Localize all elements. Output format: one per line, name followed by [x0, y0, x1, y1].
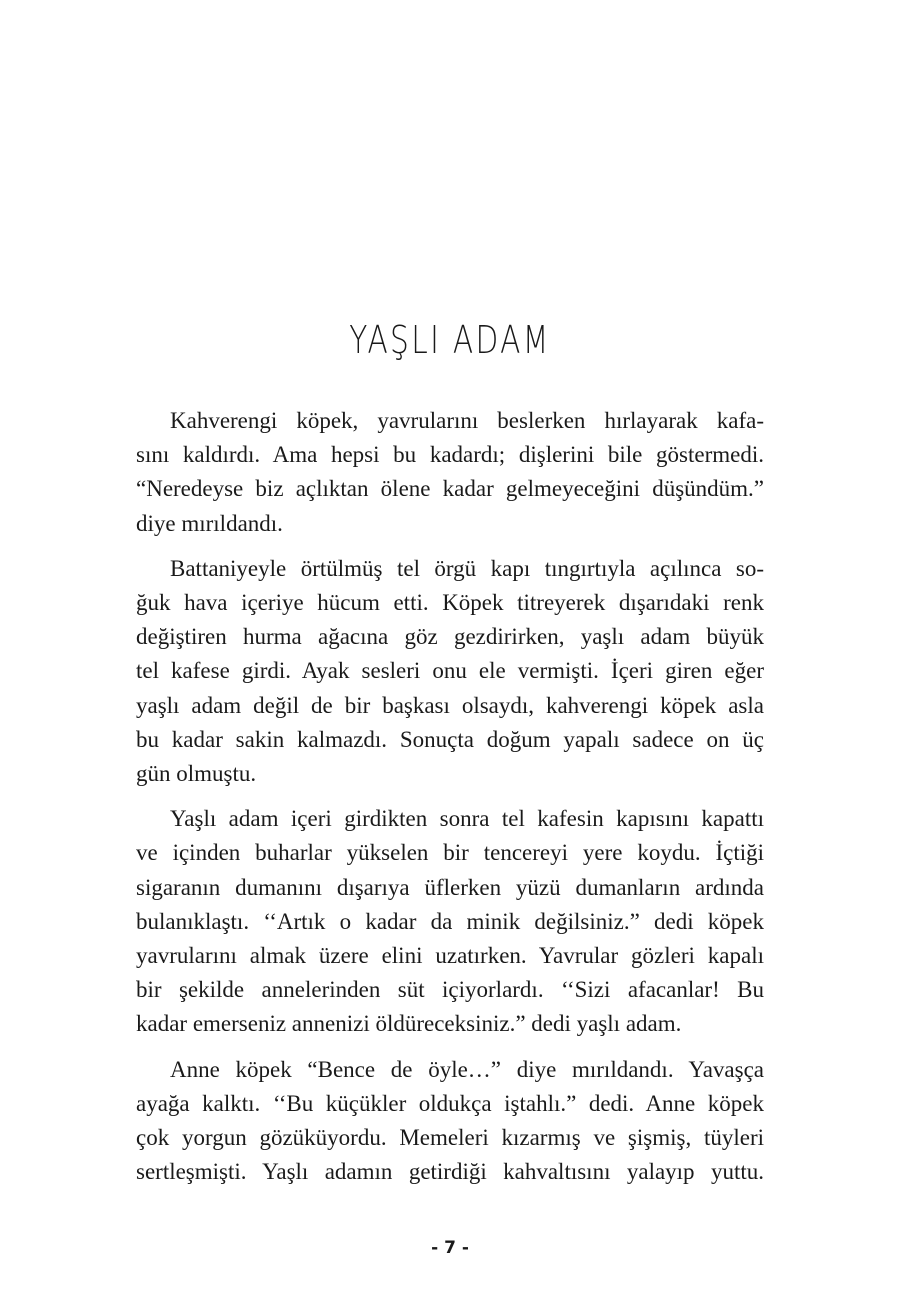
text-line: ğuk hava içeriye hücum etti. Köpek titreyerek dışarıdaki renk [136, 590, 764, 616]
text-line: Anne köpek “Bence de öyle…” diye mırıldandı. Yavaşça [170, 1056, 764, 1082]
text-line: kadar emerseniz annenizi öldüreceksiniz.” dedi yaşlı adam. [136, 1011, 682, 1037]
paragraph-3 [136, 802, 764, 1041]
text-line: bu kadar sakin kalmazdı. Sonuçta doğum yapalı sadece on üç [136, 726, 764, 752]
text-line: yavrularını almak üzere elini uzatırken. Yavrular gözleri kapalı [136, 943, 764, 969]
paragraph-1 [136, 404, 764, 541]
text-line: “Neredeyse biz açlıktan ölene kadar gelmeyeceğini düşündüm.” [136, 476, 764, 502]
page-number: - 7 - [431, 1238, 469, 1258]
text-line: Kahverengi köpek, yavrularını beslerken hırlayarak kafa- [170, 408, 764, 433]
paragraph-4 [136, 1053, 764, 1190]
text-line: ayağa kalktı. ‘‘Bu küçükler oldukça iştahlı.” dedi. Anne köpek [136, 1090, 764, 1116]
text-line: bir şekilde annelerinden süt içiyorlardı. ‘‘Sizi afacanlar! Bu [136, 977, 764, 1003]
text-line: sertleşmişti. Yaşlı adamın getirdiği kahvaltısını yalayıp yuttu. [136, 1159, 764, 1185]
text-line: gün olmuştu. [136, 761, 257, 787]
chapter-title: YAŞLI ADAM [349, 318, 551, 362]
text-line: tel kafese girdi. Ayak sesleri onu ele vermişti. İçeri giren eğer [136, 658, 764, 684]
body-text [136, 404, 764, 1200]
text-line: Battaniyeyle örtülmüş tel örgü kapı tıngırtıyla açılınca so- [170, 555, 764, 581]
text-line: çok yorgun gözüküyordu. Memeleri kızarmış ve şişmiş, tüyleri [136, 1125, 764, 1151]
paragraph-2 [136, 552, 764, 791]
text-line: sigaranın dumanını dışarıya üflerken yüzü dumanların ardında [136, 874, 764, 900]
text-line: sını kaldırdı. Ama hepsi bu kadardı; dişlerini bile göstermedi. [136, 442, 764, 468]
text-line: Yaşlı adam içeri girdikten sonra tel kafesin kapısını kapattı [170, 806, 764, 832]
text-line: ve içinden buharlar yükselen bir tencereyi yere koydu. İçtiği [136, 840, 764, 866]
text-line: bulanıklaştı. ‘‘Artık o kadar da minik değilsiniz.” dedi köpek [136, 908, 764, 934]
text-line: değiştiren hurma ağacına göz gezdirirken, yaşlı adam büyük [136, 624, 764, 650]
text-line: yaşlı adam değil de bir başkası olsaydı, kahverengi köpek asla [136, 692, 764, 718]
text-line: diye mırıldandı. [136, 510, 283, 536]
